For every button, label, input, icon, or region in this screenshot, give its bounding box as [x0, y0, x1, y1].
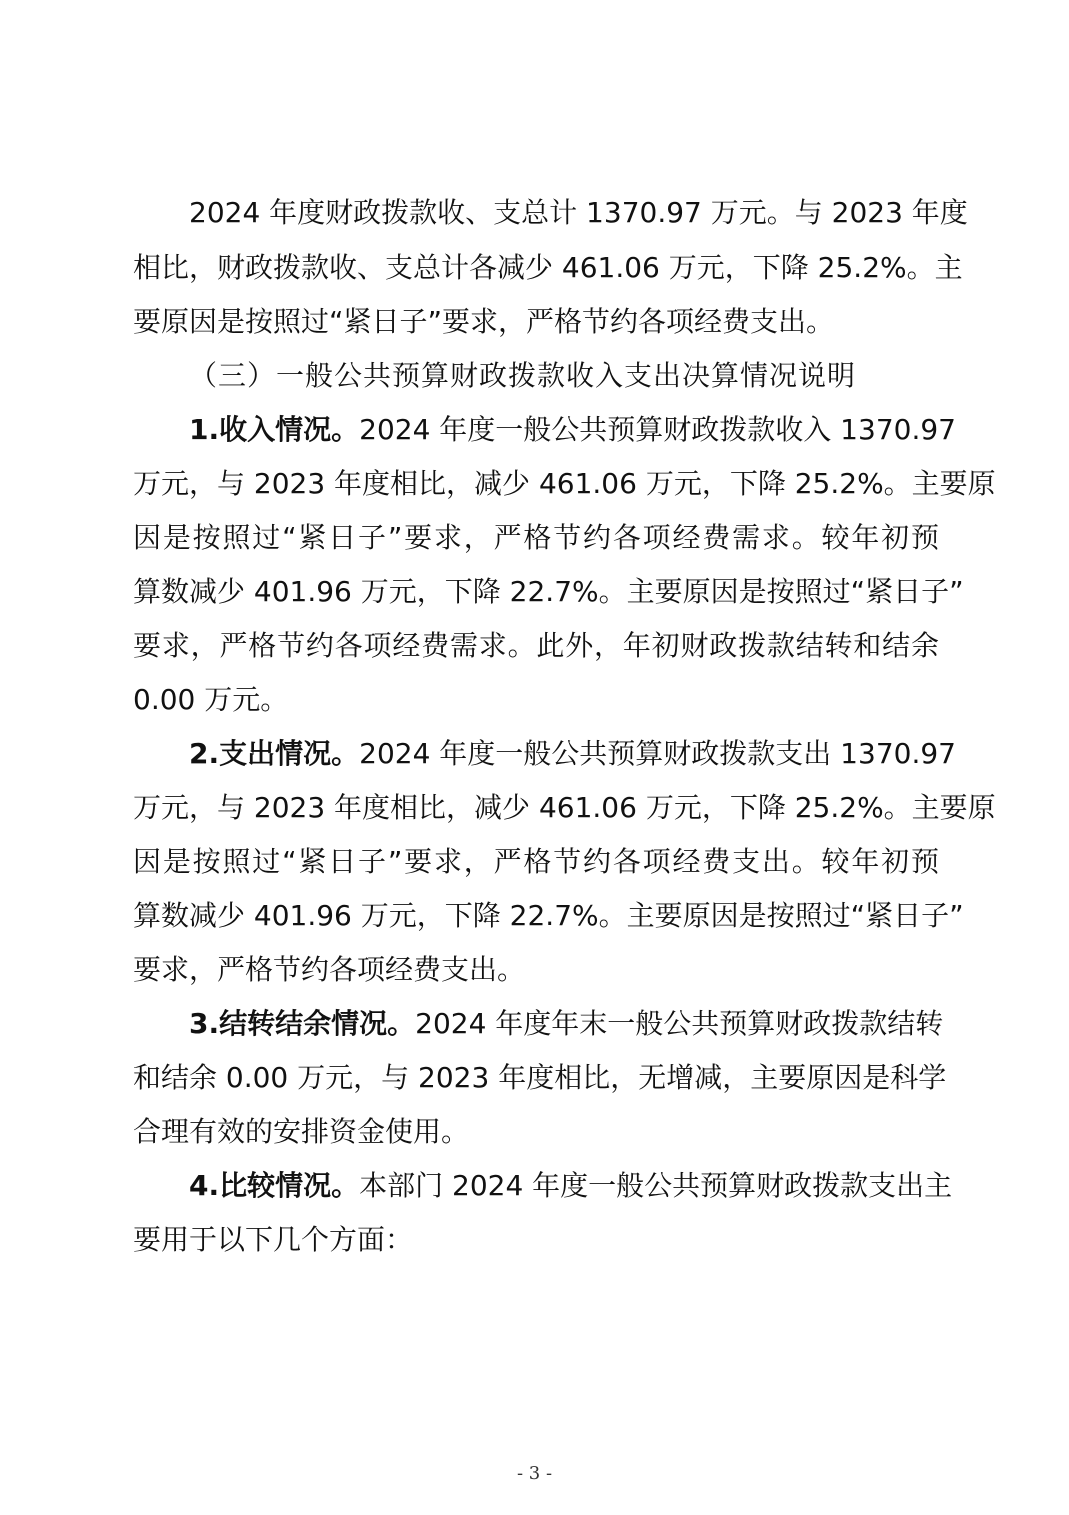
paragraph-line: 相比，财政拨款收、支总计各减少 461.06 万元，下降 25.2%。主 [133, 251, 963, 284]
section-heading: （三）一般公共预算财政拨款收入支出决算情况说明 [189, 359, 857, 392]
paragraph-line: 因是按照过“紧日子”要求，严格节约各项经费支出。较年初预 [133, 845, 939, 878]
paragraph-line: 要用于以下几个方面： [133, 1223, 414, 1256]
paragraph-line: 要求，严格节约各项经费需求。此外，年初财政拨款结转和结余 [133, 629, 939, 662]
item-title: 1.收入情况。 [189, 413, 360, 446]
item-text: 2024 年度年末一般公共预算财政拨款结转 [415, 1007, 944, 1040]
paragraph-line: 万元，与 2023 年度相比，减少 461.06 万元，下降 25.2%。主要原 [133, 467, 996, 500]
paragraph-line: 合理有效的安排资金使用。 [133, 1115, 470, 1148]
paragraph-line: 2024 年度财政拨款收、支总计 1370.97 万元。与 2023 年度 [189, 196, 968, 229]
paragraph-line: 万元，与 2023 年度相比，减少 461.06 万元，下降 25.2%。主要原 [133, 791, 996, 824]
item-text: 2024 年度一般公共预算财政拨款收入 1370.97 [359, 413, 956, 446]
paragraph-line: 算数减少 401.96 万元，下降 22.7%。主要原因是按照过“紧日子” [133, 575, 964, 608]
paragraph-line: 和结余 0.00 万元，与 2023 年度相比，无增减，主要原因是科学 [133, 1061, 947, 1094]
item-title: 2.支出情况。 [189, 737, 360, 770]
paragraph-line [189, 408, 956, 452]
paragraph-line [189, 1164, 953, 1208]
paragraph-line: 0.00 万元。 [133, 683, 289, 716]
paragraph-line [189, 1002, 944, 1046]
item-title: 4.比较情况。 [189, 1169, 360, 1202]
paragraph-line: 要原因是按照过“紧日子”要求，严格节约各项经费支出。 [133, 305, 835, 338]
item-text: 2024 年度一般公共预算财政拨款支出 1370.97 [359, 737, 956, 770]
paragraph-line: 因是按照过“紧日子”要求，严格节约各项经费需求。较年初预 [133, 521, 939, 554]
page-number: - 3 - [516, 1463, 553, 1484]
paragraph-line [189, 732, 956, 776]
paragraph-line: 算数减少 401.96 万元，下降 22.7%。主要原因是按照过“紧日子” [133, 899, 964, 932]
paragraph-line: 要求，严格节约各项经费支出。 [133, 953, 526, 986]
item-title: 3.结转结余情况。 [189, 1007, 416, 1040]
item-text: 本部门 2024 年度一般公共预算财政拨款支出主 [359, 1169, 953, 1202]
